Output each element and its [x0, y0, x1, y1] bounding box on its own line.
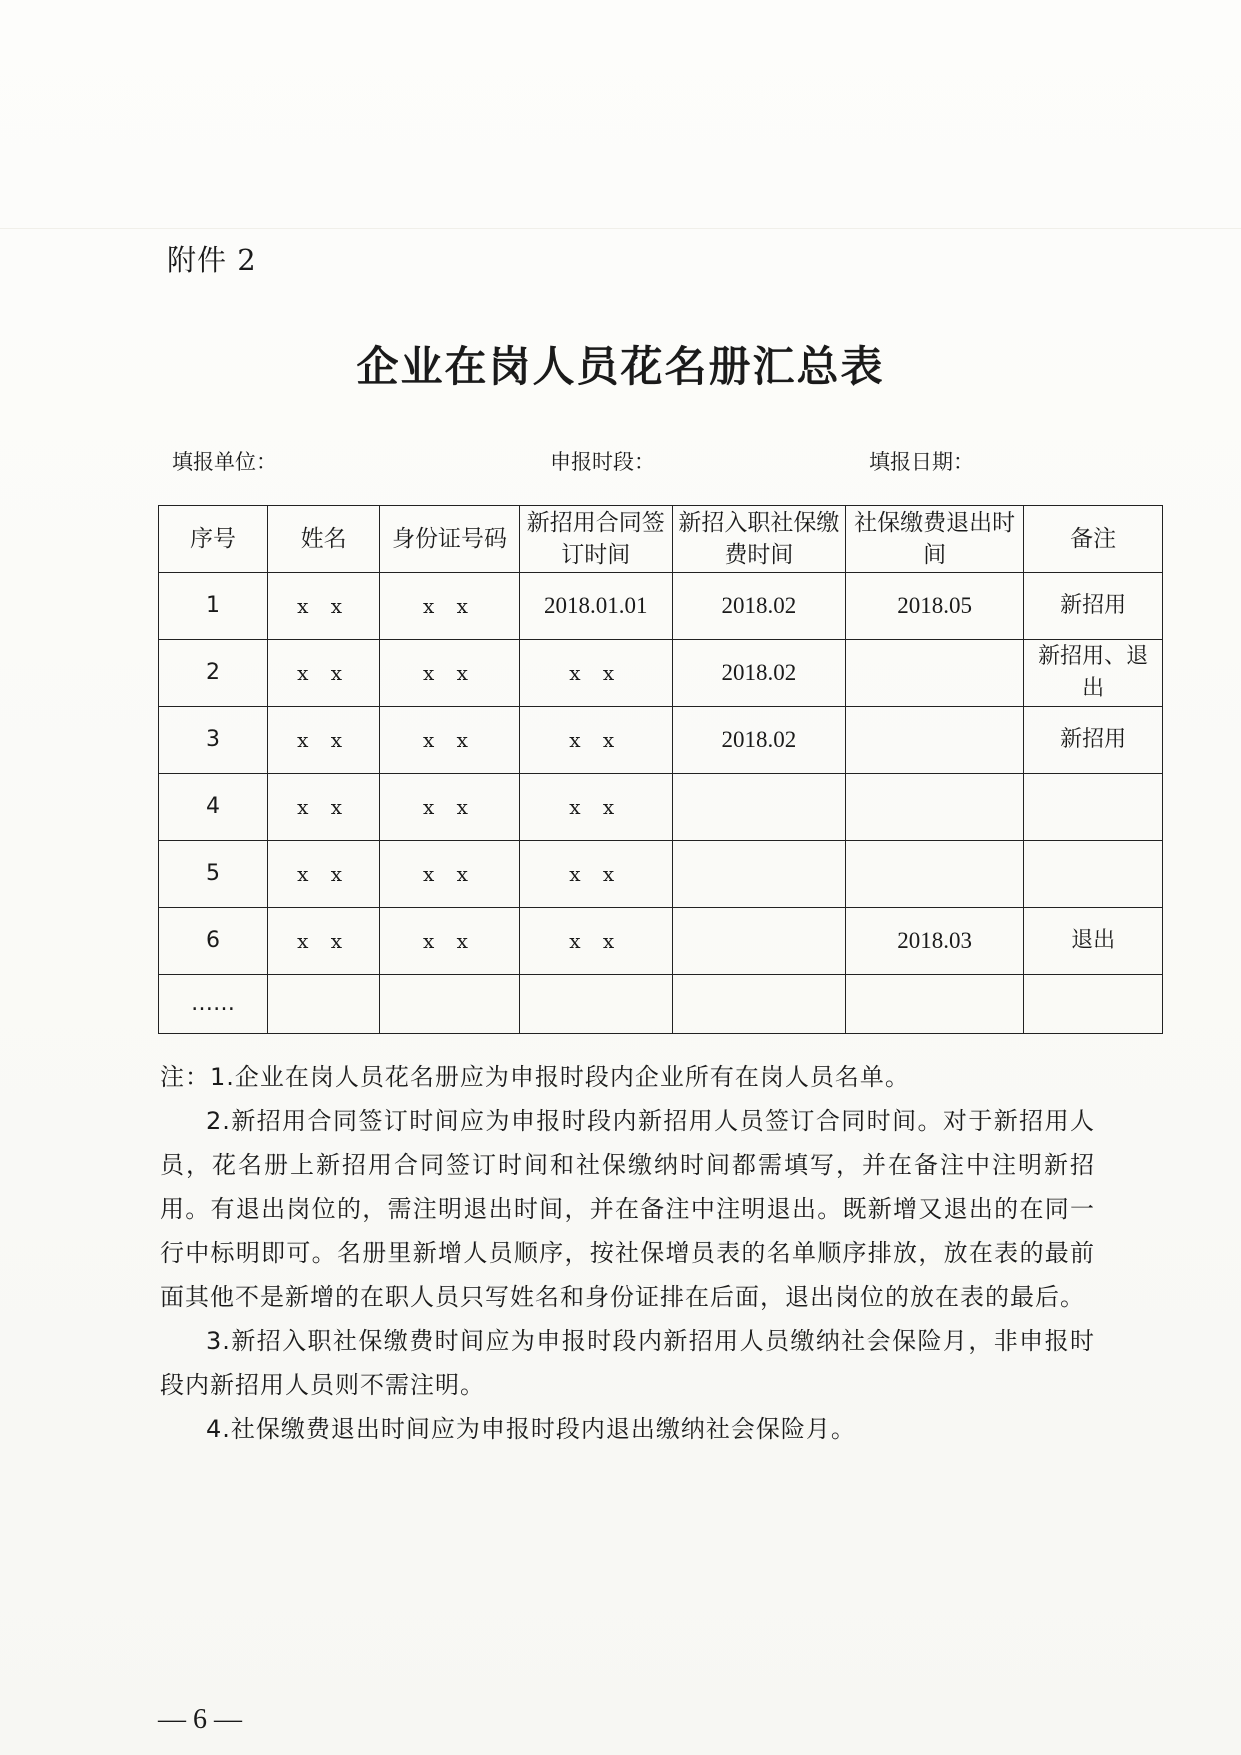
table-row — [159, 841, 1163, 908]
note-4: 4.社保缴费退出时间应为申报时段内退出缴纳社会保险月。 — [206, 1415, 856, 1443]
cell-contract-value: x x — [569, 727, 623, 752]
cell-id-number — [380, 841, 520, 908]
cell-social-exit-value: 2018.05 — [897, 592, 973, 618]
cell-social-start-value: 2018.02 — [721, 592, 797, 618]
cell-name — [268, 774, 380, 841]
note-3: 3.新招入职社保缴费时间应为申报时段内新招用人员缴纳社会保险月，非申报时段内新招用人员则不需注明。 — [160, 1327, 1095, 1399]
header-seq: 序号 — [159, 506, 268, 573]
cell-seq: …… — [159, 975, 268, 1034]
table-row — [159, 707, 1163, 774]
cell-seq: 3 — [159, 707, 268, 774]
cell-remark: 退出 — [1024, 908, 1163, 975]
cell-social-exit — [845, 975, 1023, 1034]
cell-contract-date — [519, 774, 672, 841]
cell-name-value: x x — [297, 660, 351, 685]
cell-remark — [1024, 774, 1163, 841]
cell-name — [268, 640, 380, 707]
cell-social-start — [672, 841, 845, 908]
cell-name — [268, 707, 380, 774]
cell-contract-value: x x — [569, 861, 623, 886]
cell-id-value: x x — [423, 861, 476, 886]
cell-remark — [1024, 975, 1163, 1034]
report-period-label: 申报时段： — [550, 450, 655, 474]
cell-social-start-value: 2018.02 — [721, 726, 797, 752]
cell-social-exit — [845, 774, 1023, 841]
header-id-number: 身份证号码 — [380, 506, 520, 573]
header-contract-date: 新招用合同签订时间 — [519, 506, 672, 573]
cell-name-value: x x — [297, 794, 351, 819]
header-social-start: 新招入职社保缴费时间 — [672, 506, 845, 573]
cell-name — [268, 908, 380, 975]
cell-contract-value: x x — [569, 794, 623, 819]
cell-id-value: x x — [423, 928, 476, 953]
page-number: — 6 — — [158, 1704, 242, 1735]
cell-social-start — [672, 975, 845, 1034]
cell-social-exit — [845, 573, 1023, 640]
fill-date-label: 填报日期： — [869, 450, 974, 474]
document-title: 企业在岗人员花名册汇总表 — [356, 342, 885, 391]
attachment-label: 附件 2 — [167, 243, 257, 277]
cell-social-start — [672, 573, 845, 640]
cell-name-value: x x — [297, 593, 351, 618]
table-row — [159, 908, 1163, 975]
cell-id-number — [380, 908, 520, 975]
table-row — [159, 573, 1163, 640]
cell-name-value: x x — [297, 727, 351, 752]
fill-unit-label: 填报单位： — [172, 450, 277, 474]
cell-id-number — [380, 975, 520, 1034]
cell-remark — [1024, 841, 1163, 908]
cell-social-start-value: 2018.02 — [721, 659, 797, 685]
cell-seq: 2 — [159, 640, 268, 707]
cell-seq: 4 — [159, 774, 268, 841]
cell-id-number — [380, 640, 520, 707]
cell-contract-value: x x — [569, 928, 623, 953]
note-1: 注：1.企业在岗人员花名册应为申报时段内企业所有在岗人员名单。 — [160, 1063, 910, 1091]
cell-contract-date — [519, 640, 672, 707]
header-social-exit: 社保缴费退出时间 — [845, 506, 1023, 573]
cell-remark: 新招用、退出 — [1024, 640, 1163, 707]
roster-table — [158, 505, 1163, 1034]
cell-id-value: x x — [423, 593, 476, 618]
cell-name — [268, 841, 380, 908]
cell-social-exit-value: 2018.03 — [897, 927, 973, 953]
cell-contract-date — [519, 908, 672, 975]
table-row — [159, 774, 1163, 841]
table-row — [159, 640, 1163, 707]
cell-remark: 新招用 — [1024, 707, 1163, 774]
cell-seq: 6 — [159, 908, 268, 975]
cell-contract-date — [519, 573, 672, 640]
page-fold-line — [0, 228, 1241, 229]
cell-id-number — [380, 573, 520, 640]
cell-contract-date — [519, 707, 672, 774]
cell-id-number — [380, 774, 520, 841]
cell-id-value: x x — [423, 794, 476, 819]
header-name: 姓名 — [268, 506, 380, 573]
cell-social-start — [672, 707, 845, 774]
cell-contract-value: x x — [569, 660, 623, 685]
header-remark: 备注 — [1024, 506, 1163, 573]
cell-contract-date — [519, 975, 672, 1034]
cell-id-number — [380, 707, 520, 774]
cell-social-exit — [845, 707, 1023, 774]
cell-contract-value: 2018.01.01 — [544, 592, 648, 618]
cell-name-value: x x — [297, 928, 351, 953]
table-header-row — [159, 506, 1163, 573]
cell-name-value: x x — [297, 861, 351, 886]
cell-id-value: x x — [423, 660, 476, 685]
cell-social-start — [672, 908, 845, 975]
notes-section — [160, 1055, 1095, 1451]
cell-social-exit — [845, 841, 1023, 908]
note-2: 2.新招用合同签订时间应为申报时段内新招用人员签订合同时间。对于新招用人员，花名册上新招用合同签订时间和社保缴纳时间都需填写，并在备注中注明新招用。有退出岗位的，需注明退出时间，并在备注中注明退出。既新增又退出的在同一行中标明即可。名册里新增人员顺序，按社保增员表的名单顺序排放，放在表的最前面其他不是新增的在职人员只写姓名和身份证排在后面，退出岗位的放在表的最后。 — [160, 1107, 1095, 1311]
cell-contract-date — [519, 841, 672, 908]
table-row — [159, 975, 1163, 1034]
cell-social-start — [672, 640, 845, 707]
cell-id-value: x x — [423, 727, 476, 752]
cell-remark: 新招用 — [1024, 573, 1163, 640]
cell-seq: 5 — [159, 841, 268, 908]
cell-name — [268, 573, 380, 640]
cell-social-exit — [845, 908, 1023, 975]
cell-social-exit — [845, 640, 1023, 707]
cell-name — [268, 975, 380, 1034]
cell-social-start — [672, 774, 845, 841]
cell-seq: 1 — [159, 573, 268, 640]
